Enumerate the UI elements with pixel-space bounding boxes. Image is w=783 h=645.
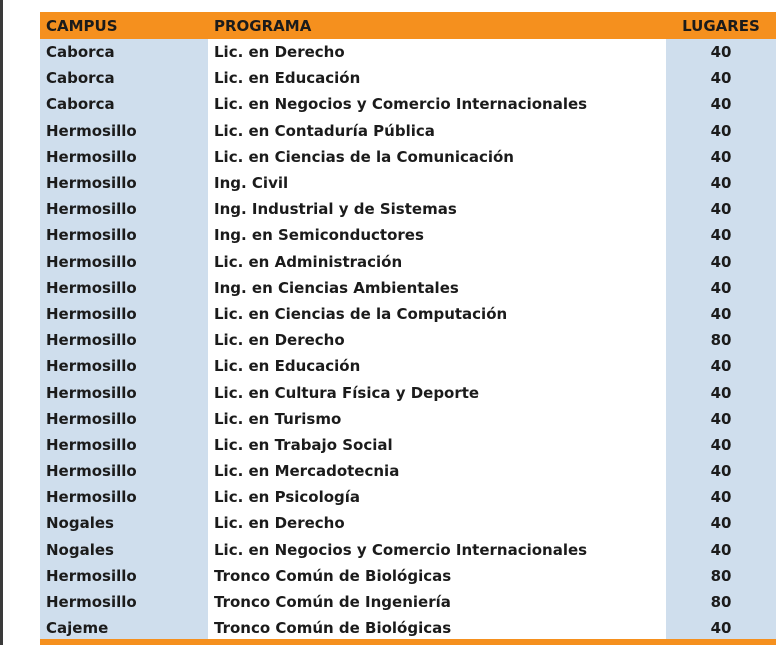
cell-programa: Lic. en Negocios y Comercio Internacionales [208,537,666,563]
cell-campus: Caborca [40,91,208,117]
cell-campus: Caborca [40,39,208,65]
cell-lugares: 40 [666,458,776,484]
cell-lugares: 40 [666,379,776,405]
page-left-border [0,0,3,645]
header-programa: PROGRAMA [208,12,666,39]
header-campus: CAMPUS [40,12,208,39]
cell-campus: Hermosillo [40,353,208,379]
table-row [40,406,776,432]
cell-campus: Hermosillo [40,563,208,589]
cell-lugares: 40 [666,170,776,196]
table-row [40,39,776,65]
cell-campus: Hermosillo [40,458,208,484]
table-row [40,537,776,563]
table-row [40,589,776,615]
cell-lugares: 40 [666,144,776,170]
table-row [40,353,776,379]
cell-programa: Ing. Industrial y de Sistemas [208,196,666,222]
cell-campus: Hermosillo [40,589,208,615]
cell-lugares: 80 [666,563,776,589]
programs-table [40,12,776,641]
table-row [40,144,776,170]
cell-programa: Lic. en Derecho [208,327,666,353]
cell-programa: Lic. en Derecho [208,39,666,65]
cell-lugares: 40 [666,65,776,91]
table-row [40,432,776,458]
cell-campus: Hermosillo [40,222,208,248]
table-row [40,327,776,353]
cell-campus: Hermosillo [40,196,208,222]
table-row [40,458,776,484]
cell-programa: Lic. en Cultura Física y Deporte [208,379,666,405]
cell-campus: Hermosillo [40,170,208,196]
table-row [40,249,776,275]
cell-programa: Lic. en Ciencias de la Computación [208,301,666,327]
cell-programa: Ing. Civil [208,170,666,196]
cell-programa: Lic. en Turismo [208,406,666,432]
cell-campus: Nogales [40,510,208,536]
table-row [40,91,776,117]
cell-lugares: 40 [666,537,776,563]
programs-table-container [40,12,776,641]
cell-lugares: 40 [666,432,776,458]
cell-lugares: 40 [666,91,776,117]
table-row [40,222,776,248]
cell-campus: Hermosillo [40,301,208,327]
cell-campus: Hermosillo [40,249,208,275]
cell-programa: Lic. en Psicología [208,484,666,510]
cell-campus: Hermosillo [40,144,208,170]
cell-campus: Nogales [40,537,208,563]
cell-lugares: 80 [666,589,776,615]
cell-programa: Lic. en Contaduría Pública [208,118,666,144]
cell-programa: Lic. en Derecho [208,510,666,536]
cell-programa: Tronco Común de Biológicas [208,563,666,589]
cell-programa: Lic. en Negocios y Comercio Internacionales [208,91,666,117]
table-row [40,484,776,510]
cell-lugares: 40 [666,510,776,536]
table-bottom-bar [40,639,776,645]
cell-lugares: 40 [666,484,776,510]
cell-campus: Hermosillo [40,379,208,405]
cell-campus: Hermosillo [40,275,208,301]
table-row [40,379,776,405]
cell-campus: Hermosillo [40,118,208,144]
cell-programa: Lic. en Mercadotecnia [208,458,666,484]
cell-programa: Ing. en Semiconductores [208,222,666,248]
cell-campus: Cajeme [40,615,208,641]
table-row [40,196,776,222]
cell-campus: Caborca [40,65,208,91]
cell-lugares: 40 [666,249,776,275]
cell-programa: Tronco Común de Biológicas [208,615,666,641]
cell-campus: Hermosillo [40,327,208,353]
table-body [40,39,776,641]
table-row [40,65,776,91]
header-lugares: LUGARES [666,12,776,39]
table-header [40,12,776,39]
cell-programa: Ing. en Ciencias Ambientales [208,275,666,301]
cell-programa: Lic. en Ciencias de la Comunicación [208,144,666,170]
table-row [40,615,776,641]
table-row [40,301,776,327]
cell-lugares: 40 [666,118,776,144]
cell-lugares: 40 [666,222,776,248]
cell-programa: Lic. en Educación [208,65,666,91]
cell-lugares: 40 [666,406,776,432]
cell-lugares: 40 [666,39,776,65]
cell-programa: Lic. en Educación [208,353,666,379]
cell-programa: Lic. en Trabajo Social [208,432,666,458]
cell-lugares: 40 [666,275,776,301]
cell-programa: Tronco Común de Ingeniería [208,589,666,615]
cell-programa: Lic. en Administración [208,249,666,275]
table-row [40,563,776,589]
cell-lugares: 40 [666,353,776,379]
cell-lugares: 40 [666,615,776,641]
cell-lugares: 40 [666,196,776,222]
table-row [40,118,776,144]
cell-campus: Hermosillo [40,484,208,510]
table-row [40,170,776,196]
cell-campus: Hermosillo [40,406,208,432]
table-row [40,510,776,536]
cell-campus: Hermosillo [40,432,208,458]
cell-lugares: 80 [666,327,776,353]
cell-lugares: 40 [666,301,776,327]
table-row [40,275,776,301]
table-header-row [40,12,776,39]
